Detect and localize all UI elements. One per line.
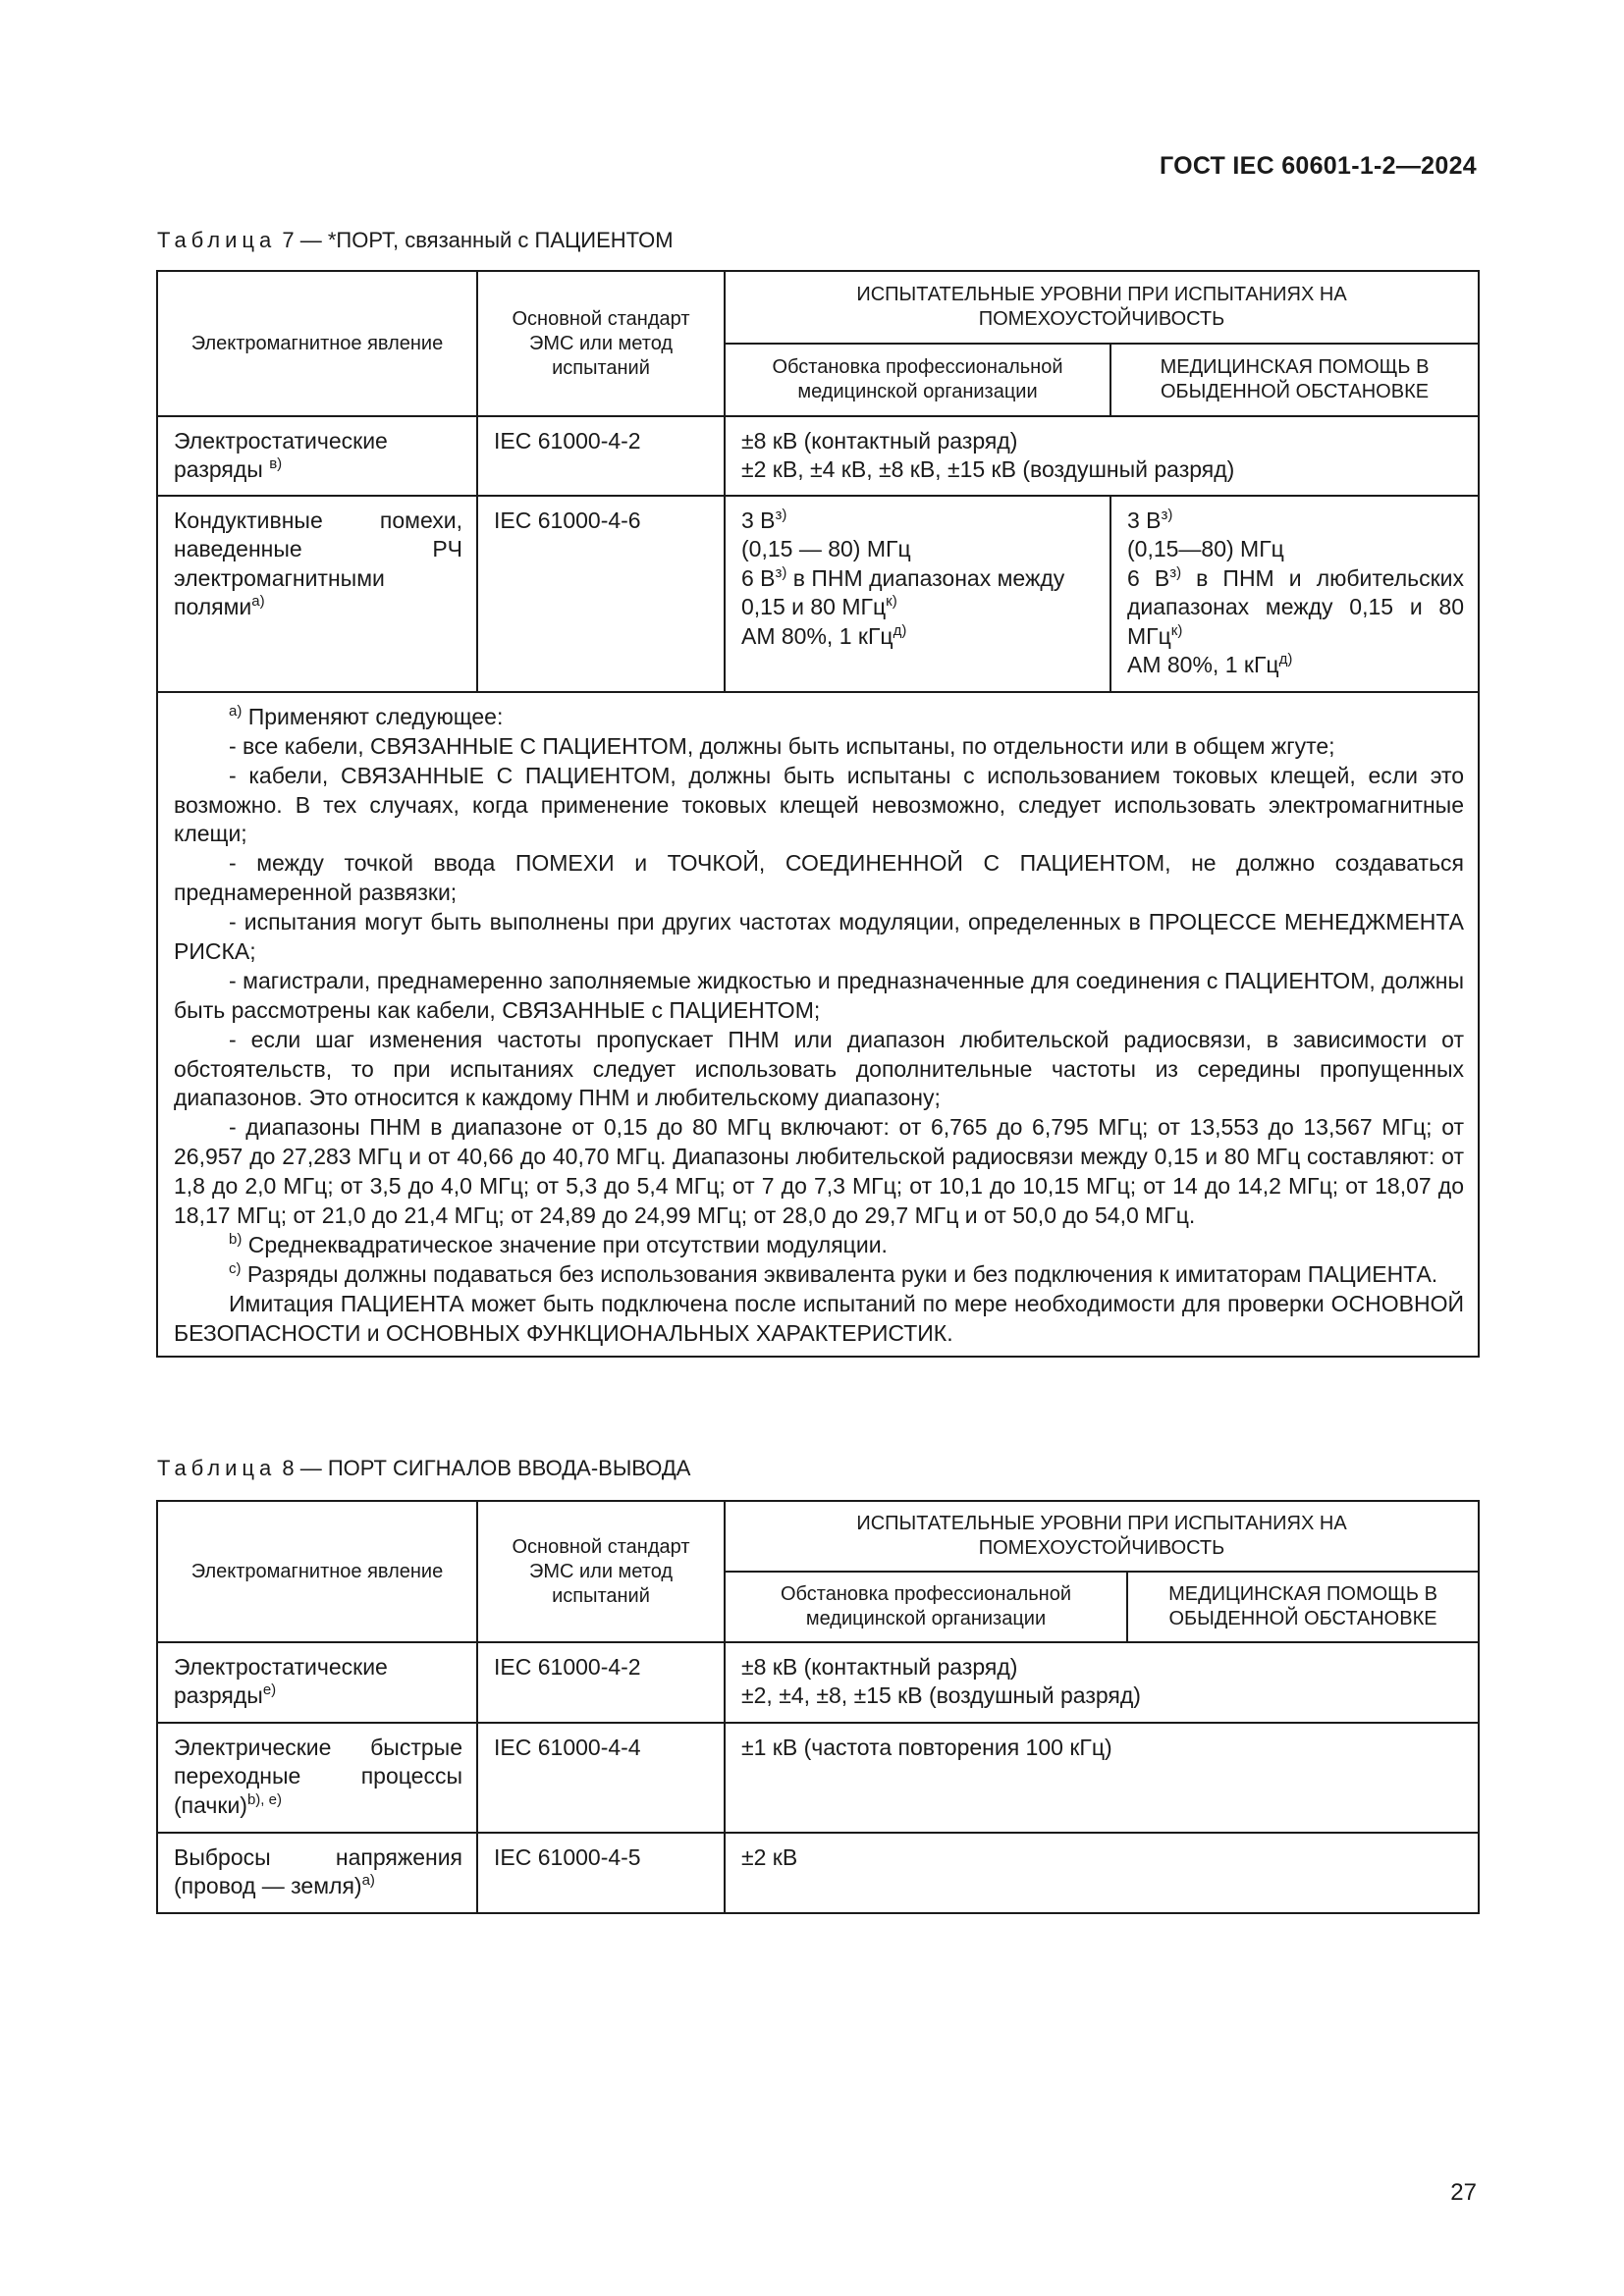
t7-r1-levels	[725, 416, 1479, 496]
table-row	[157, 1642, 1479, 1723]
table-row	[157, 1833, 1479, 1913]
t8-r1-levels: ±8 кВ (контактный разряд) ±2, ±4, ±8, ±15 кВ (воздушный разряд)	[725, 1642, 1479, 1723]
t8-r3-levels: ±2 кВ	[725, 1833, 1479, 1913]
footnote-c-extra: Имитация ПАЦИЕНТА может быть подключена после испытаний по мере необходимости для проверки ОСНОВНОЙ БЕЗОПАСНОСТИ и ОСНОВНЫХ ФУНКЦИОНАЛЬНЫХ ХАРАКТЕРИСТИК.	[174, 1290, 1465, 1346]
footnote-a: $^{а)}$ Применяют следующее:	[229, 702, 504, 729]
table7-caption	[157, 228, 674, 253]
t8-head-phenomenon: Электромагнитное явление	[157, 1501, 477, 1642]
footnote-c: $^{c)}$ Разряды должны подаваться без использования эквивалента руки и без подключения к имитаторам ПАЦИЕНТА.	[229, 1259, 1438, 1287]
t8-r1-phenomenon: Электростатические разряды$^{е)}$	[157, 1642, 477, 1723]
t7-r1-line2: ±2 кВ, ±4 кВ, ±8 кВ, ±15 кВ (воздушный разряд)	[741, 456, 1235, 483]
footnote-a-item: - диапазоны ПНМ в диапазоне от 0,15 до 80 МГц включают: от 6,765 до 6,795 МГц; от 13,553 до 13,567 МГц; от 26,957 до 27,283 МГц и от 40,66 до 40,70 МГц. Диапазоны любительской радиосвязи между 0,15 и 80 МГц составляют: от 1,8 до 2,0 МГц; от 3,5 до 4,0 МГц; от 5,3 до 5,4 МГц; от 7 до 7,3 МГц; от 10,1 до 10,15 МГц; от 14 до 14,2 МГц; от 18,07 до 18,17 МГц; от 21,0 до 21,4 МГц; от 24,89 до 24,99 МГц; от 28,0 до 29,7 МГц и от 50,0 до 54,0 МГц.	[174, 1114, 1465, 1229]
table8	[156, 1500, 1480, 1914]
footnote-a-item: - все кабели, СВЯЗАННЫЕ С ПАЦИЕНТОМ, должны быть испытаны, по отдельности или в общем жгуте;	[229, 732, 1335, 759]
t7-r2-standard: IEC 61000-4-6	[477, 496, 725, 692]
t7-head-standard: Основной стандарт ЭМС или метод испытаний	[477, 271, 725, 416]
t8-head-standard: Основной стандарт ЭМС или метод испытаний	[477, 1501, 725, 1642]
table-row	[157, 416, 1479, 496]
t8-r3-phenomenon: Выбросы напряжения (провод — земля)$^{а)}$	[157, 1833, 477, 1913]
t7-r1-line1: ±8 кВ (контактный разряд)	[741, 428, 1018, 454]
footnote-a-item: - магистрали, преднамеренно заполняемые жидкостью и предназначенные для соединения с ПАЦИЕНТОМ, должны быть рассмотрены как кабели, СВЯЗАННЫЕ с ПАЦИЕНТОМ;	[174, 967, 1465, 1023]
t7-footnotes	[157, 692, 1479, 1358]
t7-footnotes-row	[157, 692, 1479, 1358]
document-code: ГОСТ IEC 60601-1-2—2024	[1159, 152, 1477, 180]
table8-caption-text: 8 — ПОРТ СИГНАЛОВ ВВОДА-ВЫВОДА	[276, 1456, 691, 1480]
table-row	[157, 496, 1479, 692]
t8-r2-levels: ±1 кВ (частота повторения 100 кГц)	[725, 1723, 1479, 1833]
t7-head-levels: ИСПЫТАТЕЛЬНЫЕ УРОВНИ ПРИ ИСПЫТАНИЯХ НА ПОМЕХОУСТОЙЧИВОСТЬ	[725, 271, 1479, 344]
t7-r2-home: 3 $В^{з)}$ (0,15—80) МГц 6 $В^{з)}$ в ПНМ и любительских диапазонах между 0,15 и 80 МГц$^{к)}$ АМ 80%, 1 кГц$^{д)}$	[1110, 496, 1479, 692]
t8-head-professional: Обстановка профессиональной медицинской организации	[725, 1572, 1127, 1642]
table-row	[157, 1723, 1479, 1833]
t7-r1-standard: IEC 61000-4-2	[477, 416, 725, 496]
footnote-a-item: - испытания могут быть выполнены при других частотах модуляции, определенных в ПРОЦЕССЕ МЕНЕДЖМЕНТА РИСКА;	[174, 909, 1465, 964]
footnote-a-item: - между точкой ввода ПОМЕХИ и ТОЧКОЙ, СОЕДИНЕННОЙ С ПАЦИЕНТОМ, не должно создаваться преднамеренной развязки;	[174, 850, 1465, 906]
footnote-a-item: - если шаг изменения частоты пропускает ПНМ или диапазон любительской радиосвязи, в зависимости от обстоятельств, то при испытаниях следует использовать дополнительные частоты из середины пропущенных диапазонов. Это относится к каждому ПНМ и любительскому диапазону;	[174, 1026, 1465, 1111]
table8-caption-prefix: Таблица	[157, 1456, 277, 1480]
t8-head-home: МЕДИЦИНСКАЯ ПОМОЩЬ В ОБЫДЕННОЙ ОБСТАНОВКЕ	[1127, 1572, 1479, 1642]
t8-r3-standard: IEC 61000-4-5	[477, 1833, 725, 1913]
t7-head-phenomenon: Электромагнитное явление	[157, 271, 477, 416]
footnote-a-item: - кабели, СВЯЗАННЫЕ С ПАЦИЕНТОМ, должны быть испытаны с использованием токовых клещей, если это возможно. В тех случаях, когда применение токовых клещей невозможно, следует использовать электромагнитные клещи;	[174, 762, 1465, 847]
t8-r2-standard: IEC 61000-4-4	[477, 1723, 725, 1833]
table7	[156, 270, 1480, 1358]
table7-caption-text: 7 — *ПОРТ, связанный с ПАЦИЕНТОМ	[276, 228, 674, 252]
t8-r2-phenomenon: Электрические быстрые переходные процессы (пачки)$^{b), е)}$	[157, 1723, 477, 1833]
footnote-b: $^{b)}$ Среднеквадратическое значение при отсутствии модуляции.	[229, 1230, 888, 1257]
t7-r2-professional: 3 $В^{з)}$ (0,15 — 80) МГц 6 $В^{з)}$ в ПНМ диапазонах между 0,15 и 80 МГц$^{к)}$ АМ 80%, 1 кГц$^{д)}$	[725, 496, 1110, 692]
t7-r1-phenomenon: Электростатические разряды $^{в)}$	[157, 416, 477, 496]
table7-caption-prefix: Таблица	[157, 228, 277, 252]
t8-head-levels: ИСПЫТАТЕЛЬНЫЕ УРОВНИ ПРИ ИСПЫТАНИЯХ НА ПОМЕХОУСТОЙЧИВОСТЬ	[725, 1501, 1479, 1572]
t8-r1-standard: IEC 61000-4-2	[477, 1642, 725, 1723]
page-number: 27	[1450, 2179, 1477, 2206]
t7-r2-phenomenon: Кондуктивные помехи, наведенные РЧ электромагнитными полями$^{а)}$	[157, 496, 477, 692]
t7-head-professional: Обстановка профессиональной медицинской организации	[725, 344, 1110, 416]
table8-caption	[157, 1456, 690, 1481]
t7-head-home: МЕДИЦИНСКАЯ ПОМОЩЬ В ОБЫДЕННОЙ ОБСТАНОВКЕ	[1110, 344, 1479, 416]
